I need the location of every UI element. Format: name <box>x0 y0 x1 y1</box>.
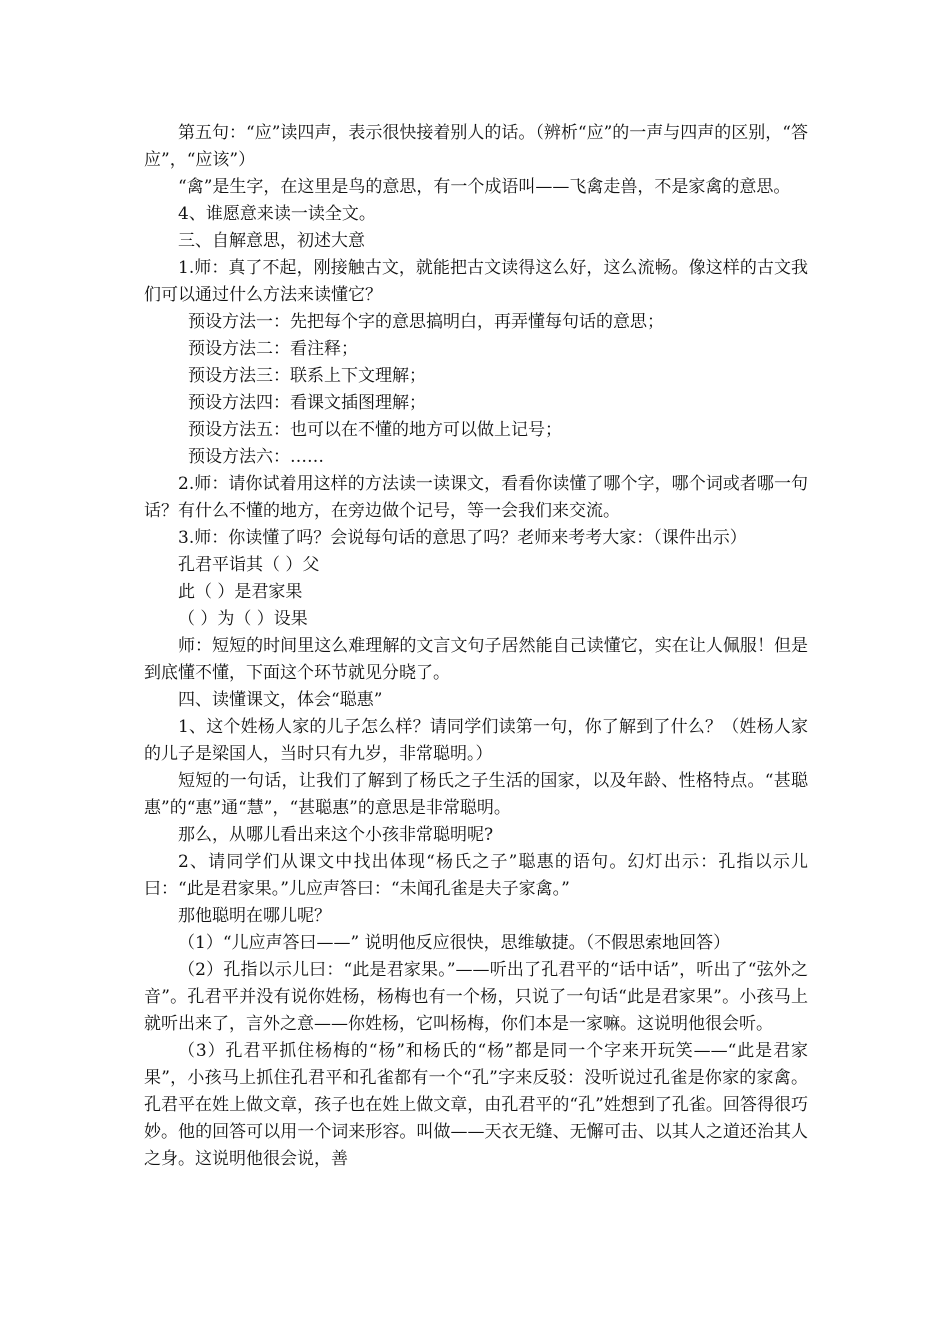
paragraph: （3）孔君平抓住杨梅的“杨”和杨氏的“杨”都是同一个字来开玩笑——“此是君家果”，小孩马上抓住孔君平和孔雀都有一个“孔”字来反驳：没听说过孔雀是你家的家禽。孔君平在姓上做文章，孩子也在姓上做文章，由孔君平的“孔”姓想到了孔雀。回答得很巧妙。他的回答可以用一个词来形容。叫做——天衣无缝、无懈可击、以其人之道还治其人之身。这说明他很会说，善 <box>144 1041 808 1169</box>
paragraph: 2.师：请你试着用这样的方法读一读课文，看看你读懂了哪个字，哪个词或者哪一句话？有什么不懂的地方，在旁边做个记号，等一会我们来交流。 <box>144 474 808 521</box>
section-heading: 三、自解意思，初述大意 <box>178 231 365 251</box>
paragraph: 那他聪明在哪儿呢？ <box>178 906 331 926</box>
list-item: 预设方法三：联系上下文理解； <box>188 366 426 386</box>
paragraph: 1.师：真了不起，刚接触古文，就能把古文读得这么好，这么流畅。像这样的古文我们可以通过什么方法来读懂它？ <box>144 258 808 305</box>
list-item: 预设方法六：…… <box>188 447 324 467</box>
paragraph: （1）“儿应声答曰——” 说明他反应很快，思维敏捷。（不假思索地回答） <box>178 933 731 953</box>
list-item: 预设方法二：看注释； <box>188 339 358 359</box>
list-item: 预设方法一：先把每个字的意思搞明白，再弄懂每句话的意思； <box>188 312 664 332</box>
document-body <box>144 120 808 1173</box>
paragraph: 1、这个姓杨人家的儿子怎么样？请同学们读第一句，你了解到了什么？（姓杨人家的儿子是梁国人，当时只有九岁，非常聪明。） <box>144 717 808 764</box>
exercise-line: （ ）为（ ）设果 <box>178 609 308 629</box>
paragraph: 4、谁愿意来读一读全文。 <box>178 204 376 224</box>
paragraph: 那么，从哪儿看出来这个小孩非常聪明呢? <box>178 825 494 845</box>
list-item: 预设方法五：也可以在不懂的地方可以做上记号； <box>188 420 562 440</box>
paragraph: 短短的一句话，让我们了解到了杨氏之子生活的国家，以及年龄、性格特点。“甚聪惠”的“惠”通“慧”，“甚聪惠”的意思是非常聪明。 <box>144 771 808 818</box>
paragraph: 师：短短的时间里这么难理解的文言文句子居然能自己读懂它，实在让人佩服！但是到底懂不懂，下面这个环节就见分晓了。 <box>144 636 808 683</box>
exercise-line: 孔君平诣其（ ）父 <box>178 555 320 575</box>
exercise-line: 此（ ）是君家果 <box>178 582 303 602</box>
paragraph: （2）孔指以示儿曰：“此是君家果。”——听出了孔君平的“话中话”，听出了“弦外之音”。孔君平并没有说你姓杨，杨梅也有一个杨，只说了一句话“此是君家果”。小孩马上就听出来了，言外之意——你姓杨，它叫杨梅，你们本是一家嘛。这说明他很会听。 <box>144 960 808 1034</box>
list-item: 预设方法四：看课文插图理解； <box>188 393 426 413</box>
paragraph: 第五句：“应”读四声，表示很快接着别人的话。（辨析“应”的一声与四声的区别，“答应”，“应该”） <box>144 123 808 170</box>
paragraph: “禽”是生字，在这里是鸟的意思，有一个成语叫——飞禽走兽，不是家禽的意思。 <box>178 177 791 197</box>
paragraph: 2、请同学们从课文中找出体现“杨氏之子”聪惠的语句。幻灯出示：孔指以示儿曰：“此是君家果。”儿应声答曰：“未闻孔雀是夫子家禽。” <box>144 852 808 899</box>
section-heading: 四、读懂课文，体会“聪惠” <box>178 690 383 710</box>
paragraph: 3.师：你读懂了吗？会说每句话的意思了吗？老师来考考大家：（课件出示） <box>178 528 747 548</box>
